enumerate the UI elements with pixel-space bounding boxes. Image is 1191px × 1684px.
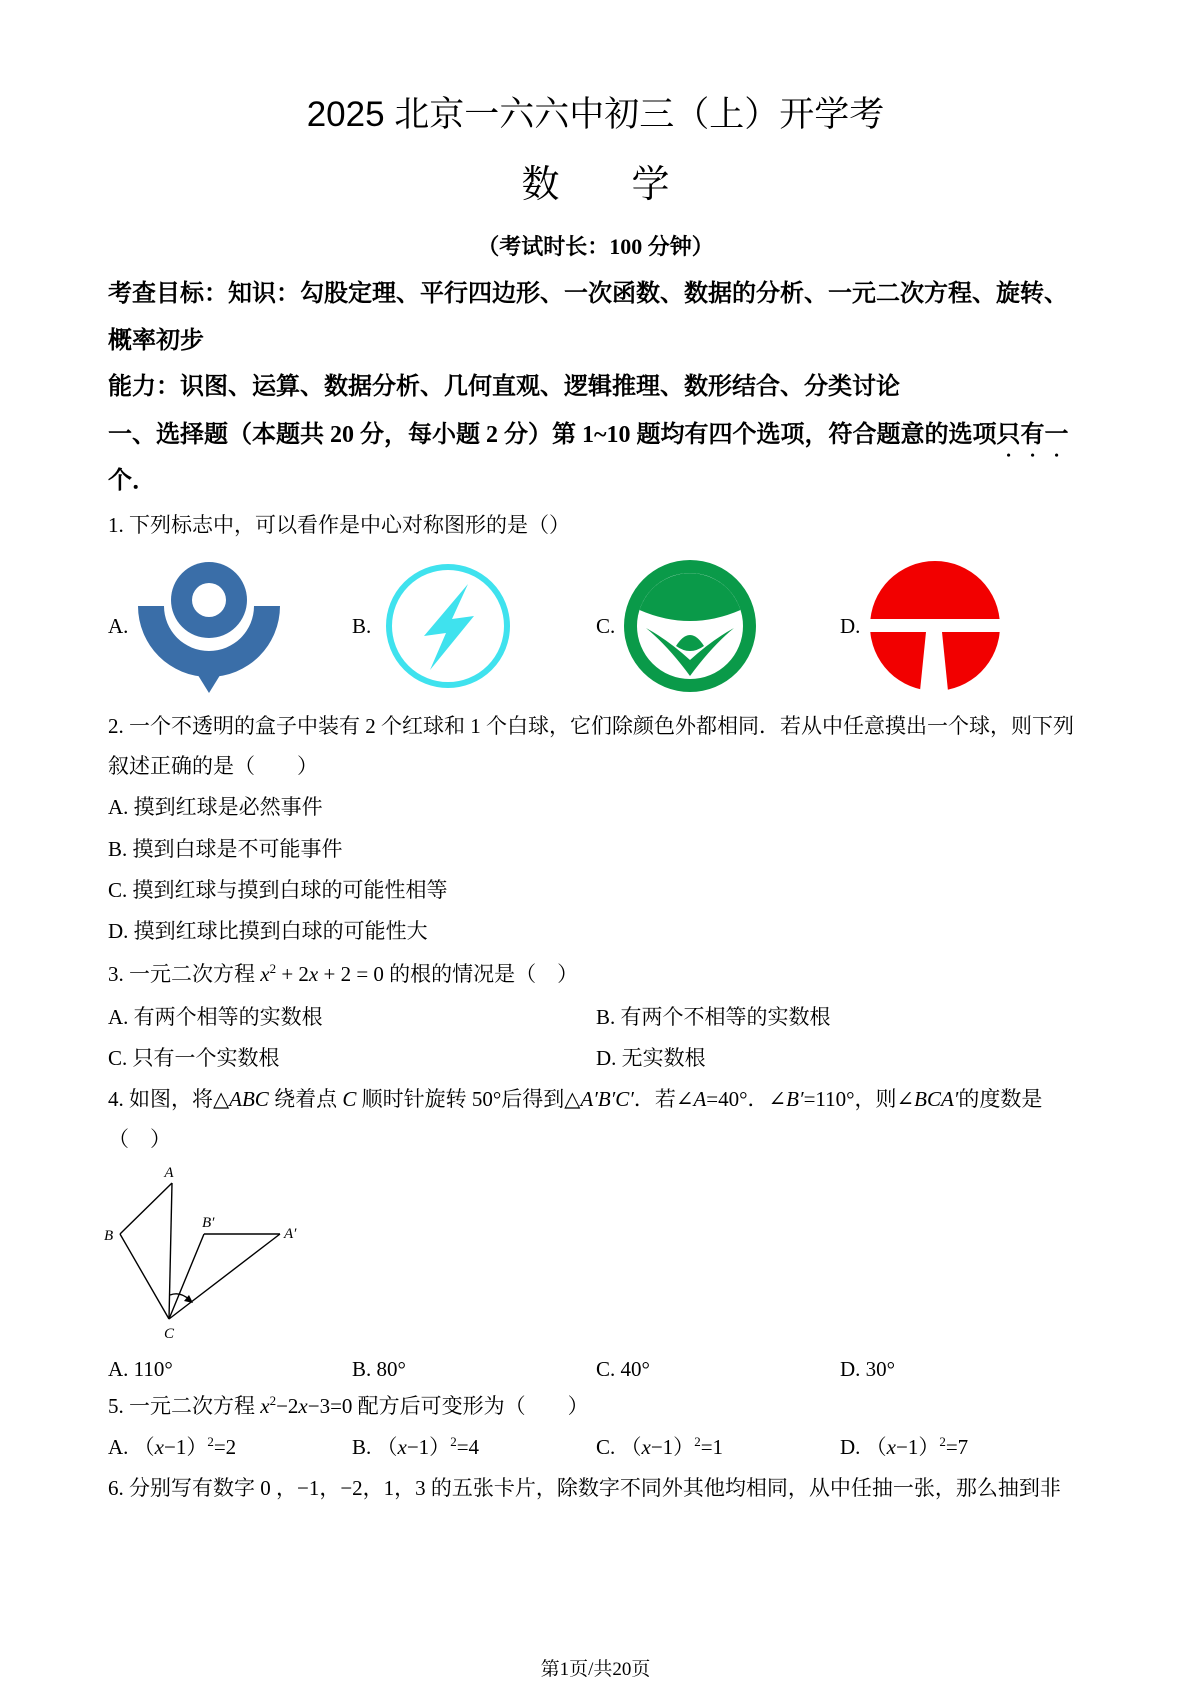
text-segment: A. （ bbox=[108, 1435, 155, 1459]
text-segment: −1） bbox=[896, 1435, 940, 1459]
blue-ring-cup-emblem-icon bbox=[138, 560, 280, 693]
page-footer: 第1页/共20页 bbox=[540, 1659, 651, 1680]
question-5-option-d bbox=[840, 1432, 968, 1465]
question-4-stem-line2: （ ） bbox=[108, 1127, 171, 1151]
rotation-triangle-figure bbox=[100, 1160, 330, 1360]
text-segment: −2 bbox=[276, 1394, 299, 1418]
question-5-stem bbox=[108, 1391, 589, 1424]
text-segment: =110°，则∠ bbox=[803, 1087, 915, 1111]
point-label-b-prime: B′ bbox=[202, 1215, 215, 1231]
question-2-option-c: C. 摸到红球与摸到白球的可能性相等 bbox=[108, 878, 448, 902]
math-symbol: x bbox=[260, 1394, 270, 1418]
question-5-option-c bbox=[596, 1432, 723, 1465]
section-heading-emphasis: 只有一 bbox=[996, 422, 1069, 448]
math-symbol: x bbox=[886, 1435, 896, 1459]
text-segment: + 2 = 0 的根的情况是（ ） bbox=[318, 962, 579, 986]
superscript: 2 bbox=[207, 1434, 214, 1449]
goals-knowledge-line2: 概率初步 bbox=[108, 328, 204, 354]
text-segment: =7 bbox=[945, 1435, 969, 1459]
text-segment: 顺时针旋转 50°后得到△ bbox=[356, 1087, 581, 1111]
question-4-stem bbox=[108, 1084, 1042, 1114]
point-label-a: A bbox=[164, 1165, 174, 1181]
cyan-lightning-circle-icon bbox=[384, 562, 512, 690]
question-4-option-b: B. 80° bbox=[352, 1357, 406, 1381]
question-3-option-b: B. 有两个不相等的实数根 bbox=[596, 1005, 831, 1029]
question-5-option-a bbox=[108, 1432, 236, 1465]
question-3-option-a: A. 有两个相等的实数根 bbox=[108, 1005, 323, 1029]
superscript: 2 bbox=[450, 1434, 457, 1449]
segment-ab bbox=[120, 1183, 172, 1234]
math-symbol: BCA′ bbox=[914, 1087, 959, 1111]
point-label-b: B bbox=[104, 1228, 114, 1244]
question-5-option-b bbox=[352, 1432, 479, 1465]
subject-title: 数学 bbox=[521, 164, 742, 206]
question-1-option-a-label: A. bbox=[108, 614, 129, 638]
text-segment: =40°．∠ bbox=[706, 1087, 787, 1111]
exam-title: 2025 北京一六六中初三（上）开学考 bbox=[306, 95, 885, 134]
question-4-option-a: A. 110° bbox=[108, 1357, 173, 1381]
question-1-option-b-label: B. bbox=[352, 614, 372, 638]
text-segment: + 2 bbox=[276, 962, 309, 986]
text-segment: −1） bbox=[164, 1435, 208, 1459]
superscript: 2 bbox=[269, 1393, 277, 1408]
question-1-option-d-label: D. bbox=[840, 614, 861, 638]
text-segment: =1 bbox=[700, 1435, 724, 1459]
emblem-tip-shape bbox=[196, 672, 222, 693]
section-heading-line2: 个． bbox=[108, 468, 156, 494]
point-label-a-prime: A′ bbox=[284, 1226, 297, 1242]
section-heading-line1 bbox=[108, 419, 1068, 462]
math-symbol: B′ bbox=[786, 1087, 804, 1111]
text-segment: −1） bbox=[406, 1435, 451, 1459]
segment-bc bbox=[120, 1234, 169, 1319]
text-segment: =4 bbox=[456, 1435, 480, 1459]
goals-knowledge-line1: 考查目标：知识：勾股定理、平行四边形、一次函数、数据的分析、一元二次方程、旋转、 bbox=[108, 281, 1068, 307]
text-segment: 3. 一元二次方程 bbox=[108, 962, 261, 986]
question-2-option-b: B. 摸到白球是不可能事件 bbox=[108, 837, 343, 861]
text-segment: =2 bbox=[213, 1435, 237, 1459]
superscript: 2 bbox=[269, 961, 277, 976]
text-segment: 绕着点 bbox=[268, 1087, 343, 1111]
math-symbol: x bbox=[298, 1394, 308, 1418]
math-symbol: x bbox=[641, 1435, 651, 1459]
math-symbol: C bbox=[342, 1087, 357, 1111]
question-3-stem bbox=[108, 959, 578, 992]
text-segment: −3=0 配方后可变形为（ ） bbox=[307, 1394, 589, 1418]
question-6-stem-line1: 6. 分别写有数字 0 ，−1，−2，1，3 的五张卡片，除数字不同外其他均相同，从中任抽一张，那么抽到非 bbox=[108, 1476, 1061, 1500]
segment-a-prime-c bbox=[169, 1234, 280, 1319]
text-segment: B. （ bbox=[352, 1435, 398, 1459]
horizontal-white-bar bbox=[870, 619, 1000, 632]
segment-ac bbox=[169, 1183, 172, 1319]
math-symbol: x bbox=[308, 962, 319, 986]
question-3-option-d: D. 无实数根 bbox=[596, 1046, 706, 1070]
question-3-option-c: C. 只有一个实数根 bbox=[108, 1046, 280, 1070]
text-segment: 的度数是 bbox=[958, 1087, 1043, 1111]
lightning-bolt-icon bbox=[424, 584, 474, 670]
math-symbol: A′B′C′ bbox=[580, 1087, 634, 1111]
point-label-c: C bbox=[163, 1326, 175, 1342]
text-segment: 5. 一元二次方程 bbox=[108, 1394, 261, 1418]
superscript: 2 bbox=[694, 1434, 701, 1449]
math-symbol: A bbox=[693, 1087, 707, 1111]
question-1-stem: 1. 下列标志中，可以看作是中心对称图形的是（） bbox=[108, 513, 570, 537]
math-symbol: x bbox=[260, 962, 270, 986]
question-4-option-d: D. 30° bbox=[840, 1357, 896, 1381]
text-segment: ．若∠ bbox=[633, 1087, 694, 1111]
question-4-option-c: C. 40° bbox=[596, 1357, 650, 1381]
section-heading-text: 一、选择题（本题共 20 分，每小题 2 分）第 1~10 题均有四个选项，符合题意的选项 bbox=[108, 422, 997, 448]
text-segment: −1） bbox=[650, 1435, 695, 1459]
math-symbol: x bbox=[397, 1435, 407, 1459]
emblem-ring-hole bbox=[192, 583, 226, 617]
math-symbol: x bbox=[154, 1435, 164, 1459]
question-2-option-d: D. 摸到红球比摸到白球的可能性大 bbox=[108, 919, 428, 943]
exam-duration: （考试时长：100 分钟） bbox=[477, 234, 714, 259]
question-1-option-c-label: C. bbox=[596, 614, 616, 638]
question-2-stem-line1: 2. 一个不透明的盒子中装有 2 个红球和 1 个白球，它们除颜色外都相同．若从中任意摸出一个球，则下列 bbox=[108, 714, 1074, 738]
text-segment: C. （ bbox=[596, 1435, 642, 1459]
text-segment: D. （ bbox=[840, 1435, 887, 1459]
red-circle-bar-emblem-icon bbox=[870, 561, 1000, 691]
green-leaf-circle-emblem-icon bbox=[624, 560, 756, 692]
math-symbol: ABC bbox=[229, 1087, 269, 1111]
text-segment: 4. 如图，将△ bbox=[108, 1087, 230, 1111]
question-2-option-a: A. 摸到红球是必然事件 bbox=[108, 795, 323, 819]
goals-ability: 能力：识图、运算、数据分析、几何直观、逻辑推理、数形结合、分类讨论 bbox=[108, 374, 900, 400]
superscript: 2 bbox=[939, 1434, 946, 1449]
question-2-stem-line2: 叙述正确的是（ ） bbox=[108, 754, 318, 778]
